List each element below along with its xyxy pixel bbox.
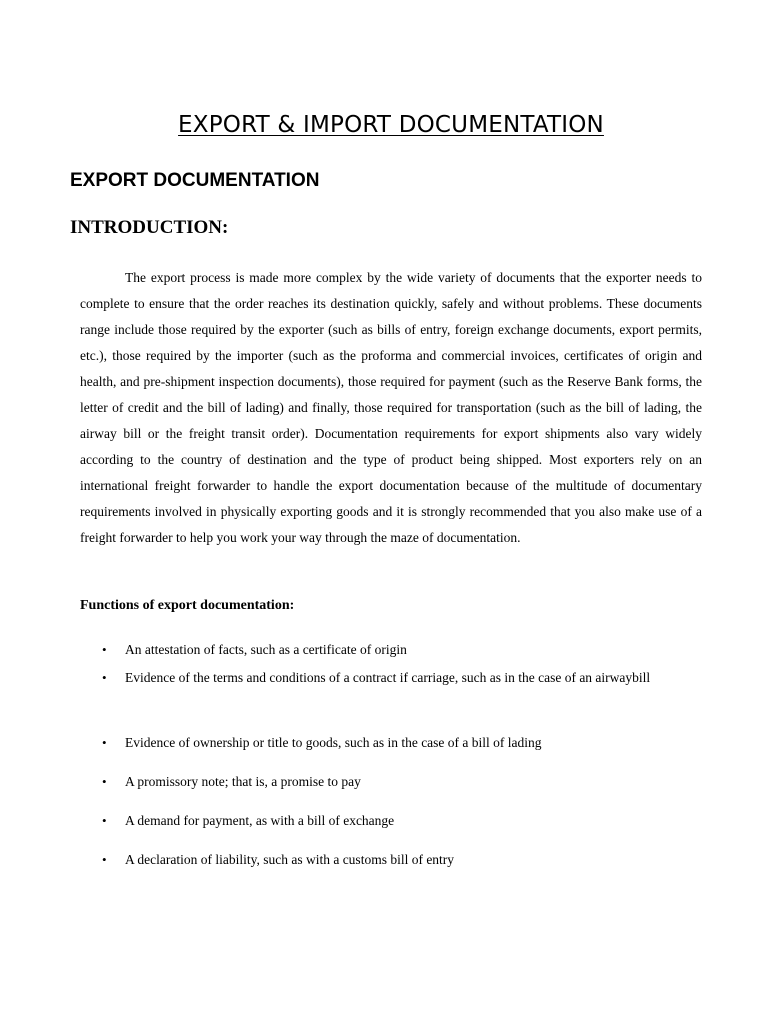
bullet-icon: •: [102, 735, 107, 750]
list-item: [102, 665, 702, 691]
list-item-text: Evidence of the terms and conditions of a contract if carriage, such as in the case of an airwaybill: [125, 670, 651, 685]
list-item-text: An attestation of facts, such as a certificate of origin: [125, 642, 407, 657]
sub-heading-introduction: INTRODUCTION:: [70, 217, 229, 238]
list-item-text: A declaration of liability, such as with a customs bill of entry: [125, 852, 455, 867]
bullet-icon: •: [102, 642, 107, 657]
bullet-icon: •: [102, 813, 107, 828]
bullet-icon: •: [102, 670, 107, 685]
list-item-text: A promissory note; that is, a promise to pay: [125, 774, 361, 789]
introduction-paragraph: The export process is made more complex by the wide variety of documents that the exporter needs to complete to ensure that the order reaches its destination quickly, safely and without problems. These documents range include those required by the exporter (such as bills of entry, foreign exchange documents, export permits, etc.), those required by the importer (such as the proforma and commercial invoices, certificates of origin and health, and pre-shipment inspection documents), those required for payment (such as the Reserve Bank forms, the letter of credit and the bill of lading) and finally, those required for transportation (such as the bill of lading, the airway bill or the freight transit order). Documentation requirements for export shipments also vary widely according to the country of destination and the type of product being shipped. Most exporters rely on an international freight forwarder to handle the export documentation because of the multitude of documentary requirements involved in physically exporting goods and it is strongly recommended that you also make use of a freight forwarder to help you work your way through the maze of documentation.: [80, 270, 702, 545]
functions-heading: Functions of export documentation:: [80, 598, 295, 613]
list-item: [102, 769, 702, 795]
bullet-icon: •: [102, 774, 107, 789]
bullet-icon: •: [102, 852, 107, 867]
list-item: [102, 637, 702, 663]
list-item: [102, 808, 702, 834]
list-item-text: A demand for payment, as with a bill of exchange: [125, 813, 395, 828]
list-item-text: Evidence of ownership or title to goods, such as in the case of a bill of lading: [125, 735, 542, 750]
document-title: EXPORT & IMPORT DOCUMENTATION: [178, 112, 604, 138]
section-heading-export-documentation: EXPORT DOCUMENTATION: [70, 170, 320, 191]
list-item: [102, 847, 702, 873]
list-item: [102, 730, 702, 756]
